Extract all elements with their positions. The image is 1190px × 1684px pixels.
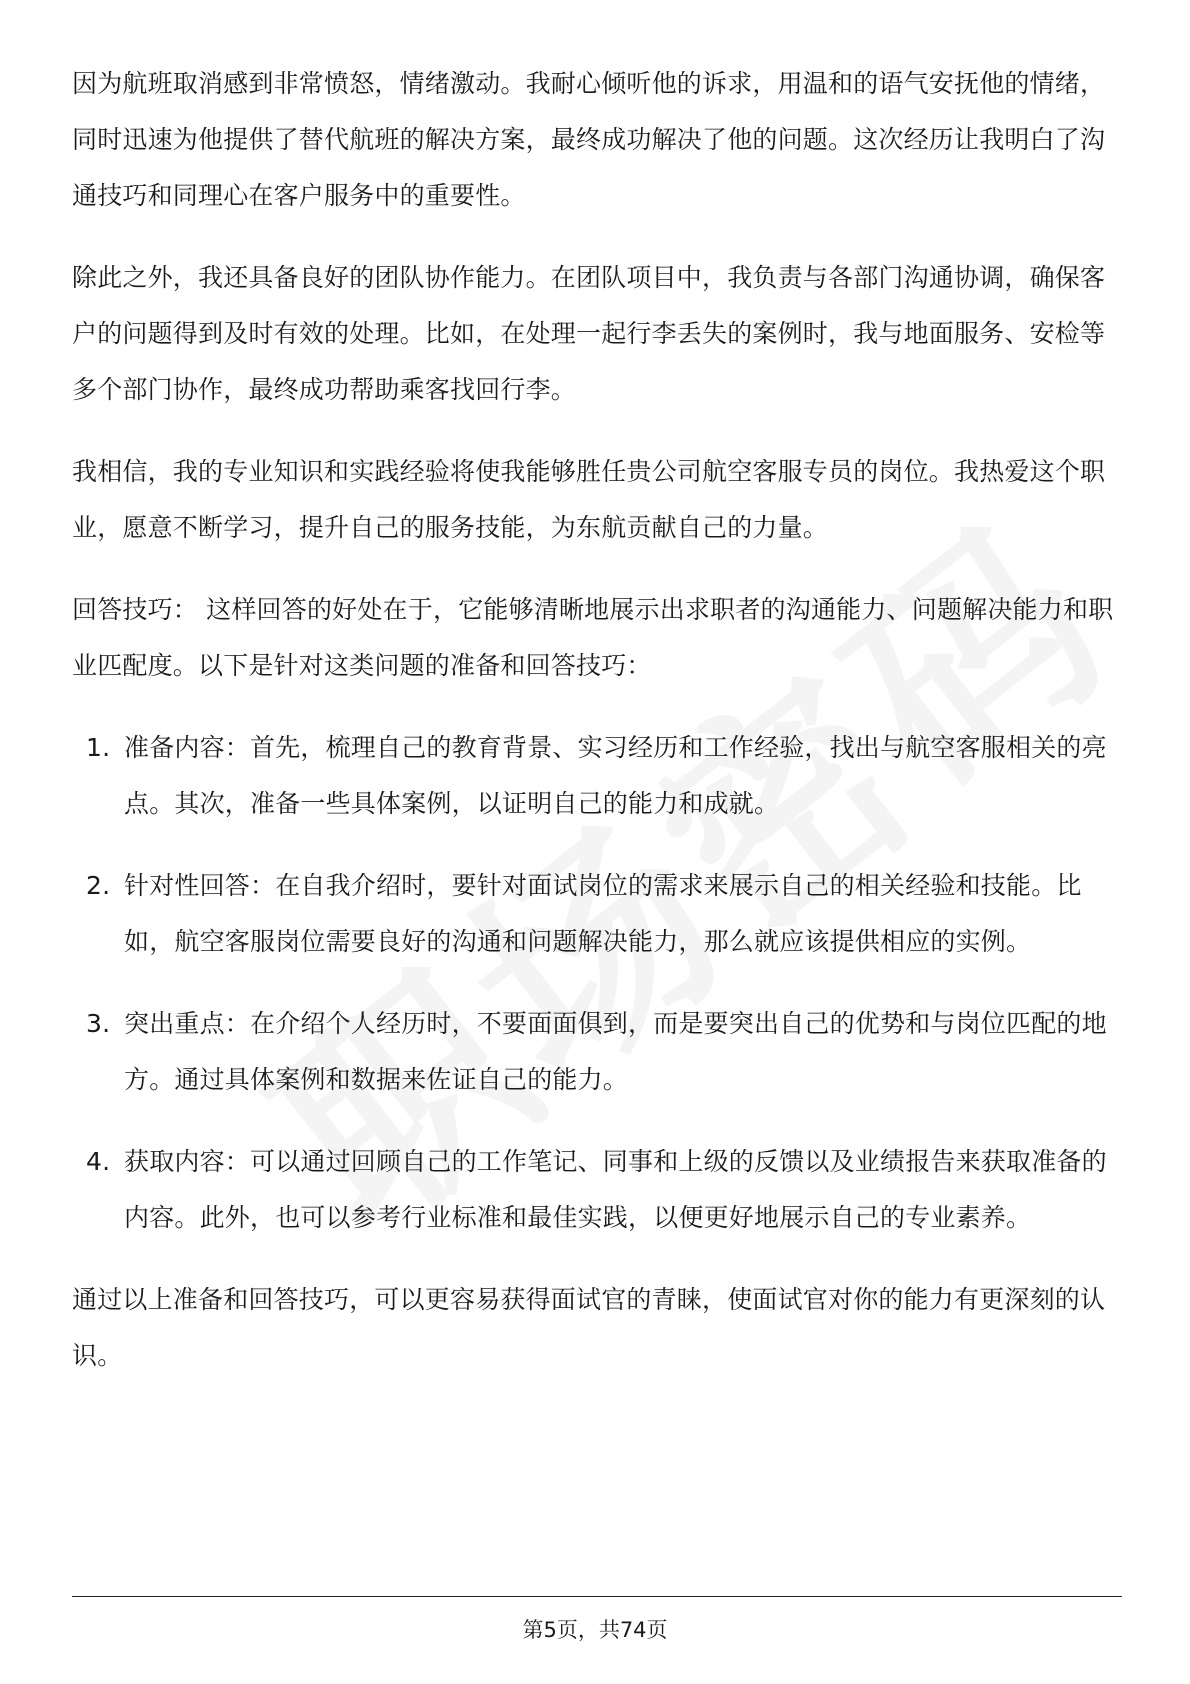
tips-list bbox=[72, 720, 1122, 1246]
list-item bbox=[72, 1134, 1122, 1246]
list-item-number: 2. bbox=[86, 871, 111, 900]
list-item bbox=[72, 996, 1122, 1108]
list-item-number: 4. bbox=[86, 1147, 111, 1176]
list-item-text: 准备内容：首先，梳理自己的教育背景、实习经历和工作经验，找出与航空客服相关的亮点。其次，准备一些具体案例，以证明自己的能力和成就。 bbox=[124, 733, 1107, 818]
list-item-text: 突出重点：在介绍个人经历时，不要面面俱到，而是要突出自己的优势和与岗位匹配的地方。通过具体案例和数据来佐证自己的能力。 bbox=[124, 1009, 1107, 1094]
list-item bbox=[72, 720, 1122, 832]
page-number: 第5页，共74页 bbox=[522, 1618, 668, 1642]
paragraph-answer-tips-intro: 回答技巧： 这样回答的好处在于，它能够清晰地展示出求职者的沟通能力、问题解决能力和职业匹配度。以下是针对这类问题的准备和回答技巧： bbox=[72, 595, 1114, 680]
paragraph-anecdote: 因为航班取消感到非常愤怒，情绪激动。我耐心倾听他的诉求，用温和的语气安抚他的情绪，同时迅速为他提供了替代航班的解决方案，最终成功解决了他的问题。这次经历让我明白了沟通技巧和同理心在客户服务中的重要性。 bbox=[72, 69, 1106, 210]
page-content bbox=[72, 56, 1122, 1410]
list-item-text: 针对性回答：在自我介绍时，要针对面试岗位的需求来展示自己的相关经验和技能。比如，航空客服岗位需要良好的沟通和问题解决能力，那么就应该提供相应的实例。 bbox=[124, 871, 1082, 956]
list-item-text: 获取内容：可以通过回顾自己的工作笔记、同事和上级的反馈以及业绩报告来获取准备的内容。此外，也可以参考行业标准和最佳实践，以便更好地展示自己的专业素养。 bbox=[124, 1147, 1107, 1232]
list-item bbox=[72, 858, 1122, 970]
paragraph-summary: 通过以上准备和回答技巧，可以更容易获得面试官的青睐，使面试官对你的能力有更深刻的认识。 bbox=[72, 1285, 1106, 1370]
list-item-number: 1. bbox=[86, 733, 111, 762]
footer-divider bbox=[72, 1596, 1122, 1597]
paragraph-conclusion: 我相信，我的专业知识和实践经验将使我能够胜任贵公司航空客服专员的岗位。我热爱这个职业，愿意不断学习，提升自己的服务技能，为东航贡献自己的力量。 bbox=[72, 457, 1106, 542]
paragraph-teamwork: 除此之外，我还具备良好的团队协作能力。在团队项目中，我负责与各部门沟通协调，确保客户的问题得到及时有效的处理。比如，在处理一起行李丢失的案例时，我与地面服务、安检等多个部门协作，最终成功帮助乘客找回行李。 bbox=[72, 263, 1106, 404]
list-item-number: 3. bbox=[86, 1009, 111, 1038]
